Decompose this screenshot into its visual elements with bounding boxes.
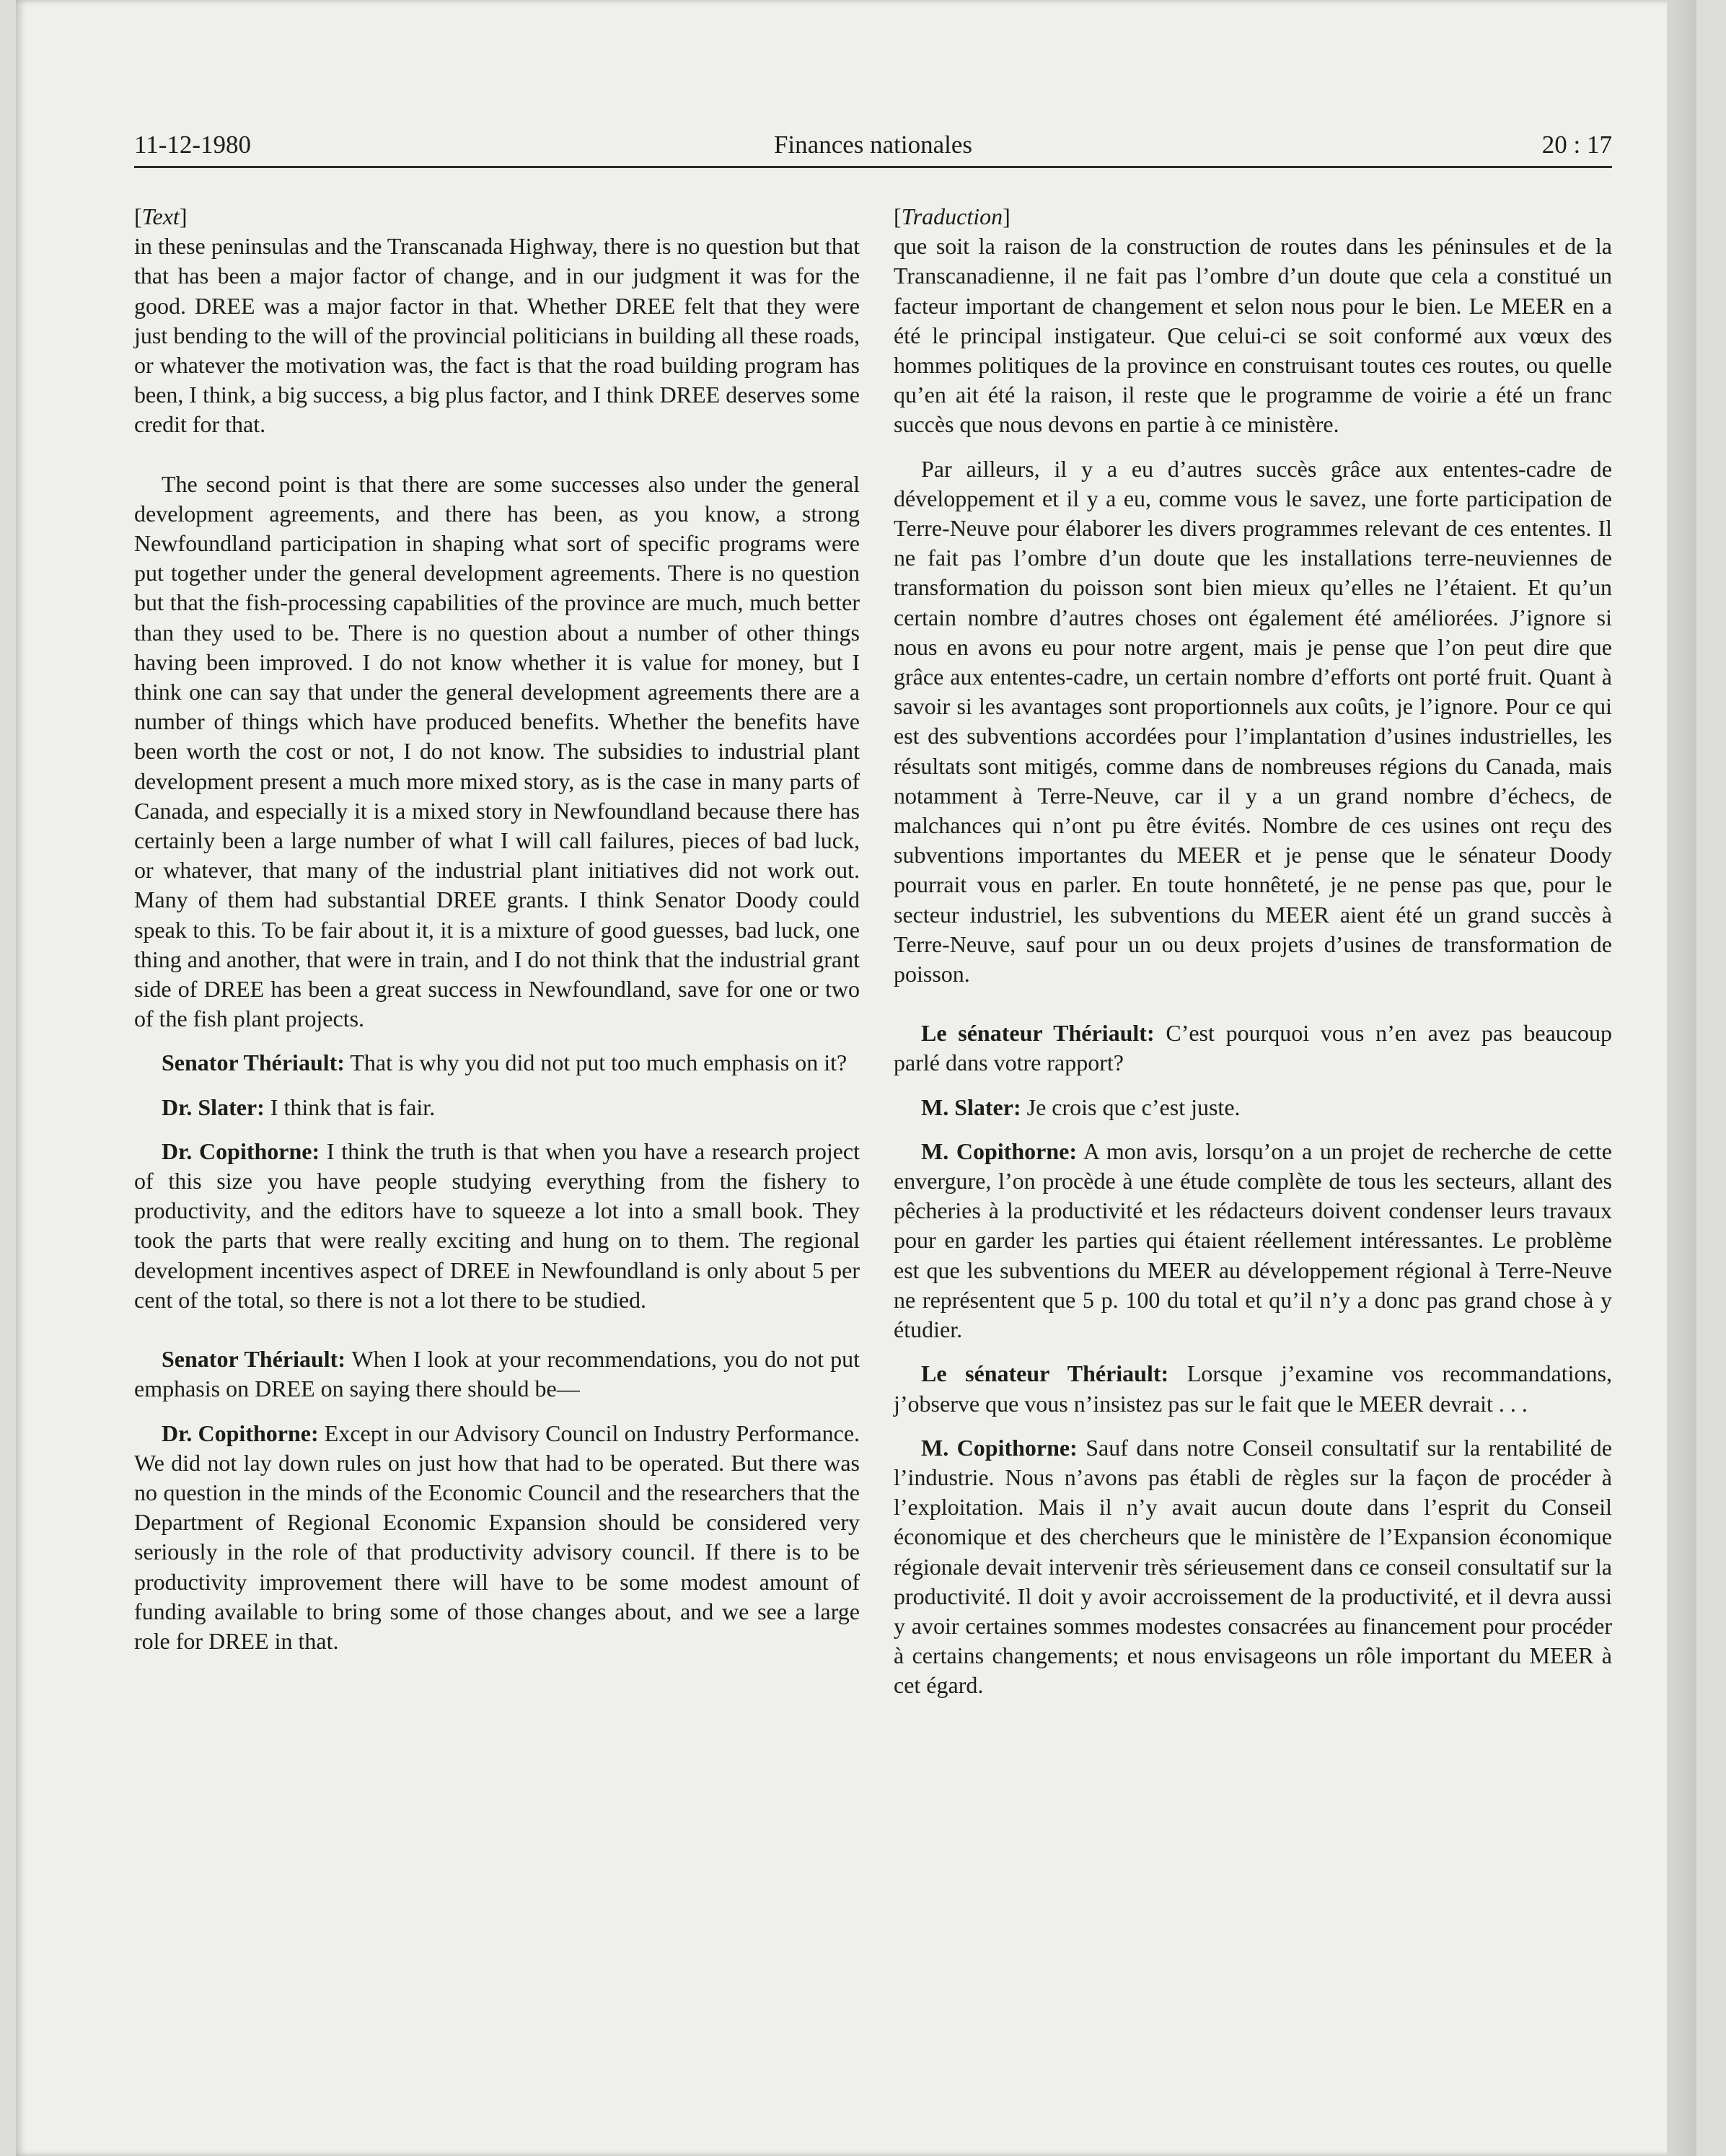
column-tag-label: Text [141, 203, 180, 229]
paragraph-text: The second point is that there are some successes also under the general development agreements, and there has been, as you know, a strong Newfoundland participation in shaping what sort of specific programs were put together under the general development agreements. There is no question but that the fish-processing capabilities of the province are much, much better than they used to be. There is no question about a number of other things having been improved. I do not know whether it is value for money, but I think one can say that under the general development agreements there are a number of things which have produced benefits. Whether the benefits have been worth the cost or not, I do not know. The subsidies to industrial plant development present a much more mixed story, as is the case in many parts of Canada, and especially it is a mixed story in Newfoundland because there has certainly been a large number of what I will call failures, pieces of bad luck, or whatever, that many of the industrial plant initiatives did not work out. Many of them had substantial DREE grants. I think Senator Doody could speak to this. To be fair about it, it is a mixture of good guesses, bad luck, one thing and another, that were in train, and I do not think that the industrial grant side of DREE has been a great success in Newfoundland, save for one or two of the fish plant projects. [134, 470, 860, 1032]
speaker-name: Le sénateur Thériault: [921, 1020, 1155, 1047]
page-edge [1667, 0, 1696, 2156]
speaker-name: Dr. Copithorne: [162, 1138, 320, 1164]
speech-paragraph [894, 1433, 1612, 1701]
speech-text: A mon avis, lorsqu’on a un projet de recherche de cette envergure, l’on procède à une étude complète de tous les secteurs, allant des pêcheries à la productivité et les rédacteurs doivent condenser leurs travaux pour en garder les parties qui étaient réellement intéressantes. Le problème est que les subventions du MEER au développement régional à Terre-Neuve ne représentent que 5 p. 100 du total et qu’il n’y a donc pas grand chose à y étudier. [894, 1138, 1613, 1343]
speech-text: Lorsque j’examine vos recommandations, j’observe que vous n’insistez pas sur le fait que le MEER devrait . . . [894, 1360, 1613, 1417]
speech-text: I think the truth is that when you have a research project of this size you have people studying everything from the fishery to productivity, and the editors have to squeeze a lot into a small book. They took the parts that were really exciting and hung on to them. The regional development incentives aspect of DREE in Newfoundland is only about 5 per cent of the total, so there is not a lot there to be studied. [134, 1138, 860, 1313]
speech-text: C’est pourquoi vous n’en avez pas beaucoup parlé dans votre rapport? [894, 1020, 1613, 1076]
header-page-number: 20 : 17 [1541, 131, 1612, 159]
speech-paragraph [894, 1359, 1612, 1418]
speaker-name: M. Copithorne: [921, 1138, 1077, 1164]
speaker-name: Dr. Copithorne: [162, 1420, 319, 1446]
header-date: 11-12-1980 [134, 131, 252, 159]
paragraph [894, 454, 1612, 990]
column-tag-text: [Text] [134, 203, 188, 229]
speech-text: I think that is fair. [270, 1094, 436, 1120]
speaker-name: Dr. Slater: [162, 1094, 265, 1120]
running-header [134, 127, 1612, 163]
header-rule [134, 166, 1612, 168]
speaker-name: Senator Thériault: [162, 1346, 345, 1373]
speech-text: Je crois que c’est juste. [1026, 1094, 1241, 1120]
speech-paragraph [894, 1093, 1612, 1122]
speaker-name: M. Slater: [921, 1094, 1021, 1120]
speech-text: Sauf dans notre Conseil consultatif sur la rentabilité de l’industrie. Nous n’avons pas établi de règles sur la façon de procéder à l’exploitation. Mais il n’y avait aucun doute dans l’esprit du Conseil économique et des chercheurs que le ministère de l’Expansion économique régionale devait intervenir très sérieusement dans ce conseil consultatif sur la productivité. Il doit y avoir accroissement de la productivité, et il devra aussi y avoir certaines sommes modestes consacrées au financement pour procéder à certains changements; et nous envisageons un rôle important du MEER à cet égard. [894, 1434, 1613, 1699]
speech-paragraph [134, 1048, 860, 1078]
speech-paragraph [134, 1137, 860, 1315]
column-tag-traduction: [Traduction] [894, 203, 1010, 229]
paragraph [134, 470, 860, 1034]
speech-text: When I look at your recommendations, you do not put emphasis on DREE on saying there should be— [134, 1346, 860, 1402]
speech-text: Except in our Advisory Council on Industry Performance. We did not lay down rules on just how that had to be operated. But there was no question in the minds of the Economic Council and the researchers that the Department of Regional Economic Expansion should be considered very seriously in the role of that productivity advisory council. If there is to be productivity improvement there will have to be some modest amount of funding available to bring some of those changes about, and we see a large role for DREE in that. [134, 1420, 860, 1654]
speech-paragraph [134, 1345, 860, 1404]
header-title: Finances nationales [773, 131, 973, 159]
speech-paragraph [134, 1093, 860, 1122]
paragraph-text: que soit la raison de la construction de routes dans les péninsules et de la Transcanadienne, il ne fait pas l’ombre d’un doute que cela a constitué un facteur important de changement et selon nous pour le bien. Le MEER en a été le principal instigateur. Que celui-ci se soit conformé aux vœux des hommes politiques de la province en construisant toutes ces routes, ou quelle qu’en ait été la raison, il reste que le programme de voirie a été un franc succès que nous devons en partie à ce ministère. [894, 233, 1612, 438]
paragraph-text: in these peninsulas and the Transcanada Highway, there is no question but that that has been a major factor of change, and in our judgment it was for the good. DREE was a major factor in that. Whether DREE felt that they were just bending to the will of the provincial politicians in building all these roads, or whatever the motivation was, the fact is that the road building program has been, I think, a big success, a big plus factor, and I think DREE deserves some credit for that. [134, 233, 860, 438]
speaker-name: Senator Thériault: [162, 1050, 345, 1076]
speech-paragraph [894, 1137, 1612, 1345]
paragraph [894, 232, 1612, 439]
french-column [894, 202, 1612, 1701]
speech-paragraph [134, 1419, 860, 1657]
speech-text: That is why you did not put too much emphasis on it? [350, 1050, 847, 1076]
speaker-name: M. Copithorne: [921, 1434, 1078, 1461]
paragraph [134, 232, 860, 439]
column-tag-label: Traduction [901, 203, 1003, 229]
english-column [134, 202, 860, 1656]
speech-paragraph [894, 1018, 1612, 1078]
speaker-name: Le sénateur Thériault: [921, 1360, 1169, 1387]
paragraph-text: Par ailleurs, il y a eu d’autres succès grâce aux ententes-cadre de développement et il y a eu, comme vous le savez, une forte participation de Terre-Neuve pour élaborer les divers programmes relevant de ces ententes. Il ne fait pas l’ombre d’un doute que les installations terre-neuviennes de transformation du poisson sont bien mieux qu’elles ne l’étaient. Et qu’un certain nombre d’autres choses ont également été améliorées. J’ignore si nous en avons eu pour notre argent, mais je pense que l’on peut dire que grâce aux ententes-cadre, un certain nombre d’efforts ont porté fruit. Quant à savoir si les avantages sont proportionnels aux coûts, je l’ignore. Pour ce qui est des subventions accordées pour l’implantation d’usines industrielles, les résultats sont mitigés, comme dans de nombreuses régions du Canada, mais notamment à Terre-Neuve, car il y a un grand nombre d’échecs, de malchances qui n’ont pu être évités. Nombre de ces usines ont reçu des subventions importantes du MEER et je pense que le sénateur Doody pourrait vous en parler. En toute honnêteté, je ne pense pas que, pour le secteur industriel, les subventions du MEER aient été un grand succès à Terre-Neuve, sauf pour un ou deux projets d’usines de transformation de poisson. [894, 455, 1612, 987]
